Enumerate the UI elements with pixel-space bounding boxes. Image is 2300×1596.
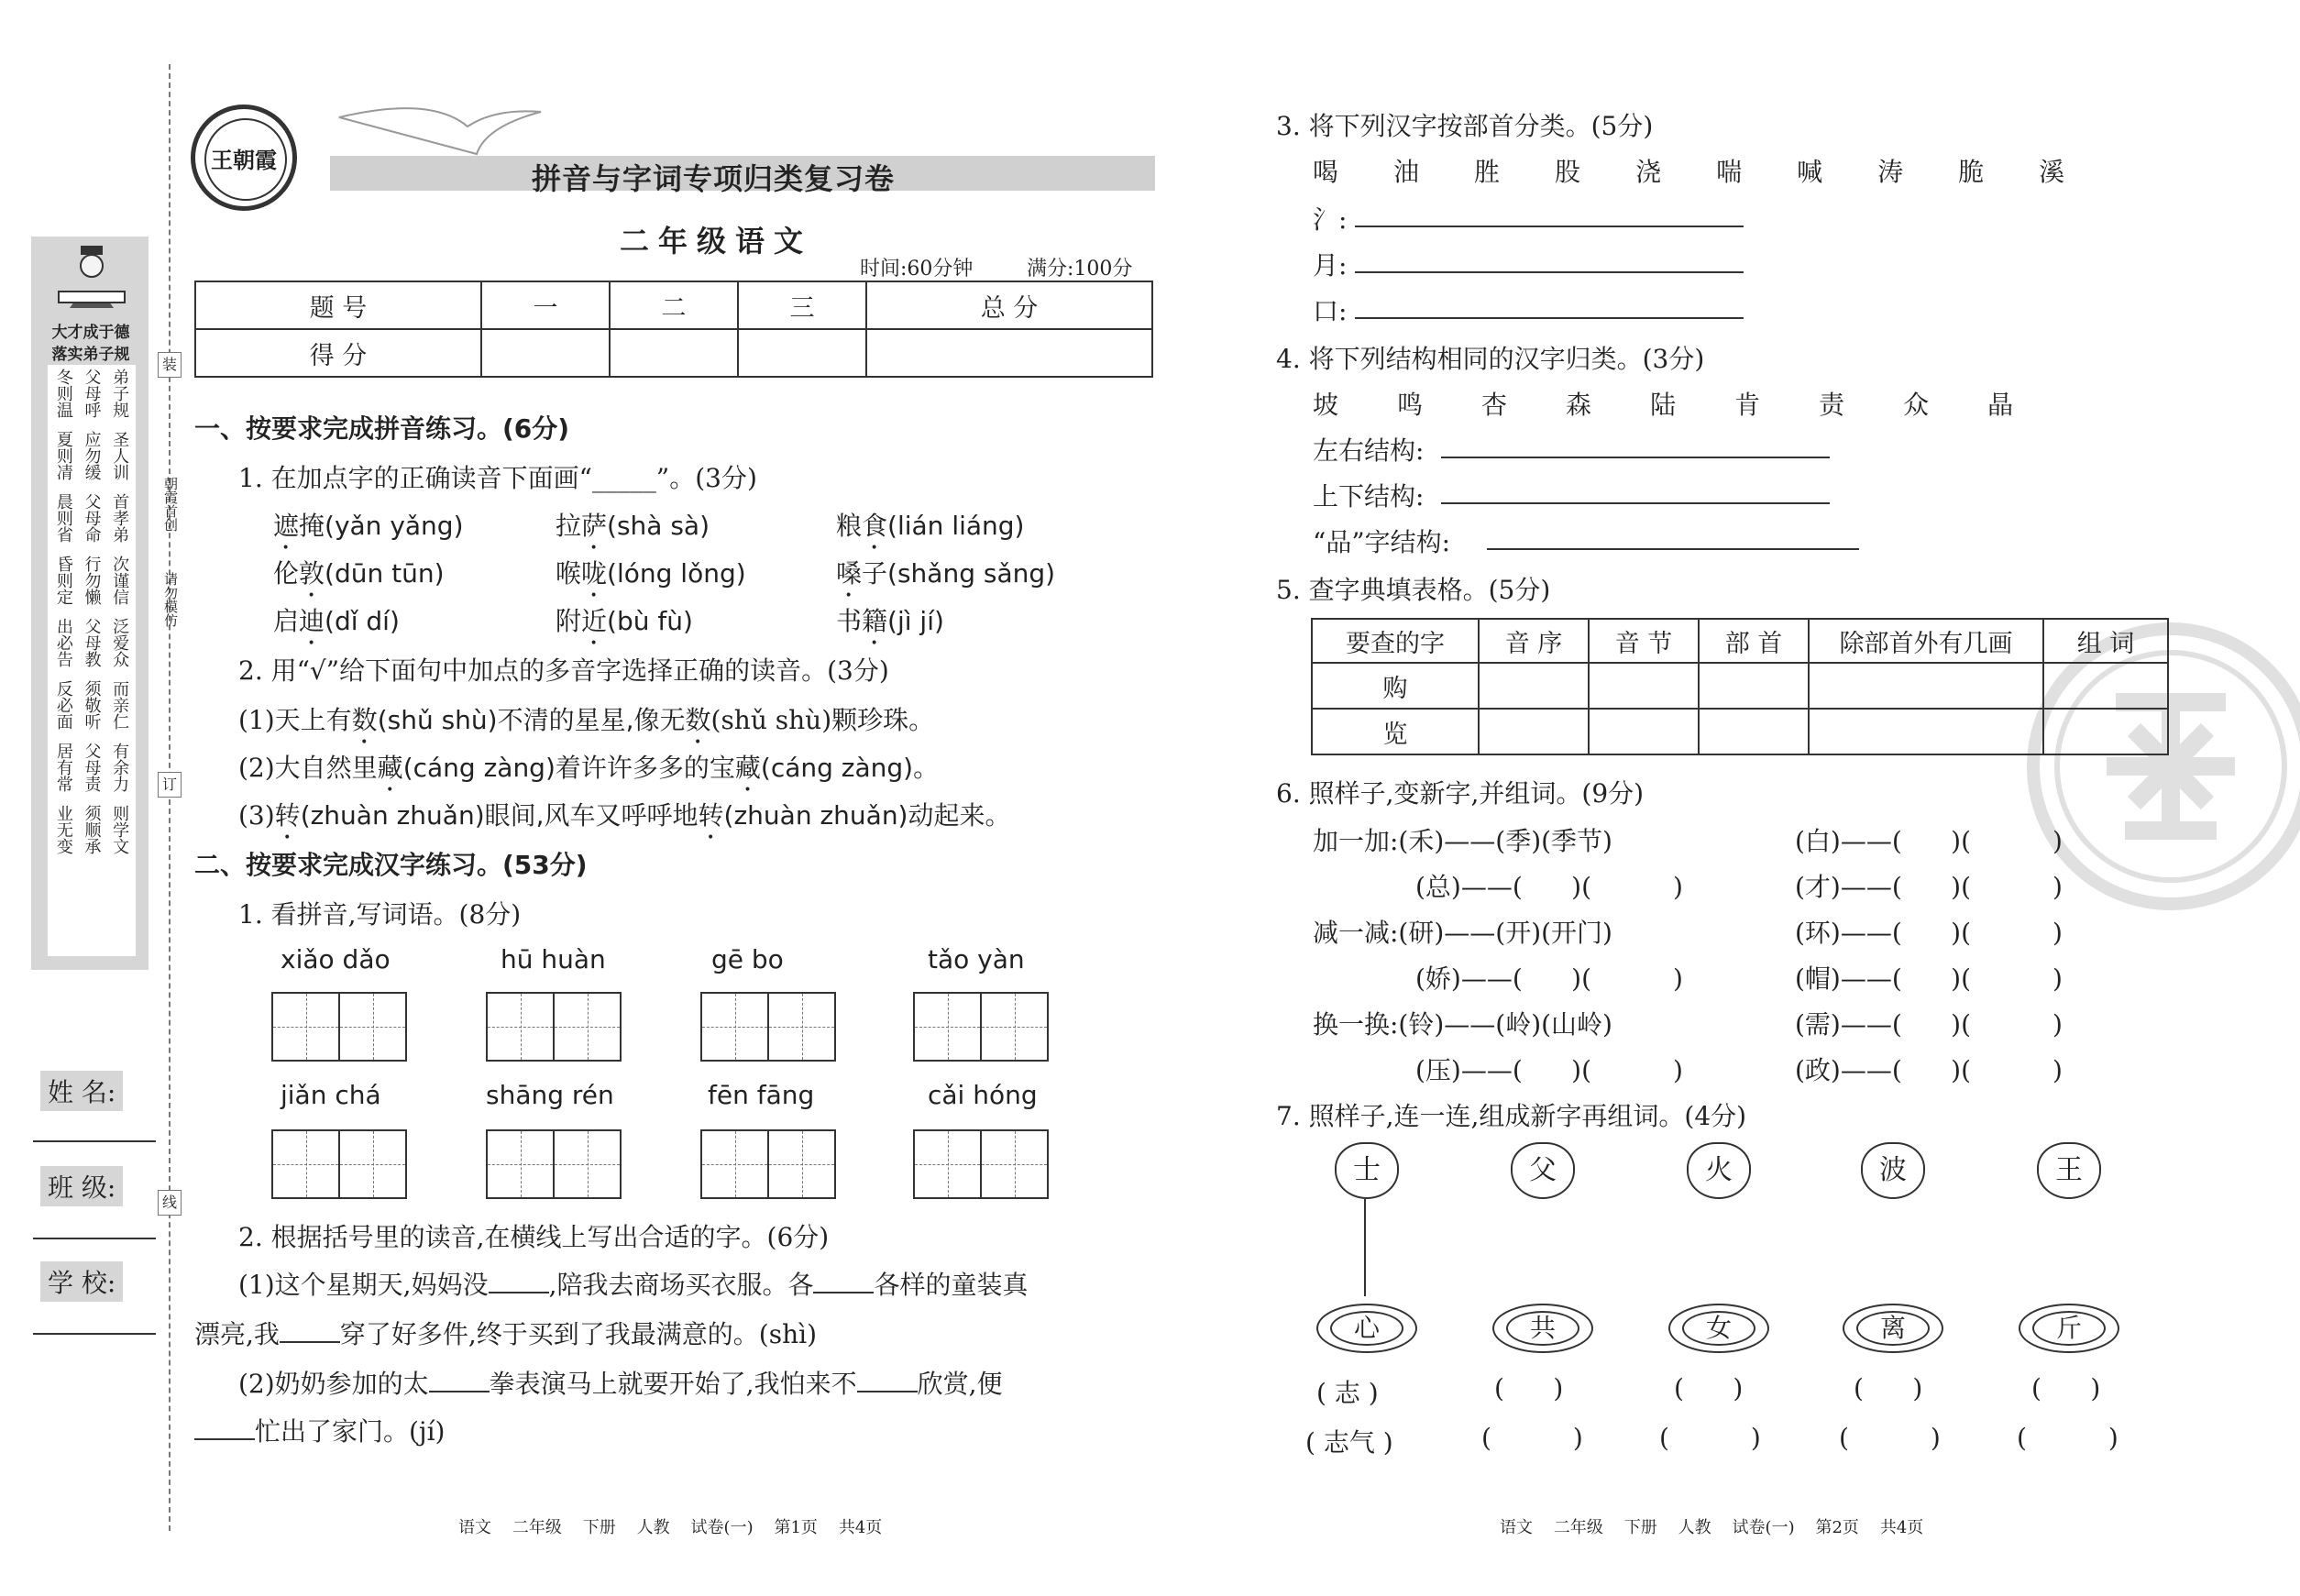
fill-paragraph-2b: 忙出了家门。(jí) bbox=[194, 1412, 446, 1448]
fold-mark-3: 线 bbox=[158, 1190, 182, 1216]
new-char-answer: ( 志 ) bbox=[1316, 1378, 1379, 1408]
dict-header: 除部首外有几画 bbox=[1809, 619, 2043, 663]
structure-label: “品”字结构: bbox=[1313, 527, 1451, 557]
score-table-header: 题 号 bbox=[195, 281, 481, 329]
class-label: 班 级: bbox=[40, 1166, 123, 1206]
page-title: 拼音与字词专项归类复习卷 bbox=[532, 161, 896, 196]
writing-grid[interactable] bbox=[700, 992, 836, 1062]
rule-text: 须敬听 bbox=[82, 680, 102, 730]
fill-paragraph-1: (1)这个星期天,妈妈没 ,陪我去商场买衣服。各 各样的童装真 bbox=[238, 1270, 1029, 1300]
radical-label: 氵: bbox=[1313, 204, 1348, 235]
dict-cell[interactable] bbox=[1479, 709, 1589, 754]
dict-cell[interactable] bbox=[2043, 709, 2168, 754]
word-answer: ( 志气 ) bbox=[1305, 1427, 1393, 1458]
score-info: 满分:100分 bbox=[1027, 258, 1133, 281]
dict-cell[interactable] bbox=[2043, 663, 2168, 709]
score-table-header: 三 bbox=[738, 281, 866, 329]
fill-paragraph-1b: 漂亮,我 穿了好多件,终于买到了我最满意的。(shì) bbox=[194, 1319, 818, 1349]
rule-text: 次谨信 bbox=[110, 556, 130, 605]
writing-grid[interactable] bbox=[913, 992, 1049, 1062]
pinyin-item: 拉萨(shà sà) bbox=[556, 511, 710, 541]
dict-char: 购 bbox=[1312, 663, 1479, 709]
q3-char-list bbox=[1313, 152, 2064, 189]
pinyin-item: 遮掩(yǎn yǎng) bbox=[273, 511, 464, 541]
apple-card[interactable]: 波 bbox=[1861, 1142, 1925, 1199]
name-label: 姓 名: bbox=[40, 1071, 123, 1111]
score-table-header: 二 bbox=[610, 281, 738, 329]
q3-char: 油 bbox=[1393, 157, 1420, 187]
rule-text: 居有常 bbox=[53, 743, 73, 792]
pinyin-prompt: jiǎn chá bbox=[281, 1080, 381, 1110]
pinyin-prompt: cǎi hóng bbox=[928, 1080, 1038, 1110]
rule-text: 须顺承 bbox=[82, 805, 102, 854]
q7-title: 7. 照样子,连一连,组成新字再组词。(4分) bbox=[1276, 1101, 1747, 1131]
answer-line[interactable] bbox=[1441, 502, 1830, 504]
polyphone-sentence-2: (2)大自然里藏(cáng zàng)着许许多多的宝藏(cáng zàng)。 bbox=[238, 753, 940, 783]
q3-char: 脆 bbox=[1958, 157, 1985, 187]
q6-row-right[interactable]: (白)——( )( ) bbox=[1795, 826, 2063, 856]
q6-row-left[interactable]: (压)——( )( ) bbox=[1415, 1055, 1683, 1085]
q4-char-list bbox=[1313, 385, 2013, 422]
dict-cell[interactable] bbox=[1589, 663, 1699, 709]
answer-line[interactable] bbox=[1355, 317, 1744, 319]
example-connector-line bbox=[1364, 1199, 1366, 1296]
rule-text: 父母呼 bbox=[82, 369, 102, 418]
brand-notice-1: 朝霞首创 bbox=[162, 477, 179, 532]
rule-text: 昏则定 bbox=[53, 556, 73, 605]
pinyin-item: 伦敦(dūn tūn) bbox=[273, 558, 445, 589]
q6-row-left: 加一加:(禾)——(季)(季节) bbox=[1313, 826, 1612, 856]
q4-char: 肯 bbox=[1734, 390, 1761, 420]
logo-badge-icon bbox=[191, 105, 297, 211]
rule-text: 首孝弟 bbox=[110, 493, 130, 543]
rule-text: 晨则省 bbox=[53, 493, 73, 543]
pinyin-item: 启迪(dǐ dí) bbox=[273, 606, 400, 636]
structure-label: 左右结构: bbox=[1313, 435, 1425, 466]
radical-label: 月: bbox=[1313, 250, 1348, 281]
structure-label: 上下结构: bbox=[1313, 481, 1425, 512]
fold-mark-2: 订 bbox=[158, 772, 182, 798]
new-char-answer[interactable]: ( ) bbox=[1494, 1373, 1564, 1403]
rule-text: 弟子规 bbox=[110, 369, 130, 418]
plate-card[interactable]: 离 bbox=[1843, 1304, 1943, 1353]
rule-text: 父母命 bbox=[82, 493, 102, 543]
dict-cell[interactable] bbox=[1699, 709, 1809, 754]
rule-text: 泛爱众 bbox=[110, 618, 130, 667]
blank-field[interactable] bbox=[857, 1391, 918, 1392]
q3-char: 溪 bbox=[2039, 157, 2065, 187]
blank-field[interactable] bbox=[813, 1292, 874, 1293]
blank-field[interactable] bbox=[489, 1292, 549, 1293]
rule-text: 则学文 bbox=[110, 805, 130, 854]
rule-text: 有余力 bbox=[110, 743, 130, 792]
scholar-figure-icon bbox=[55, 244, 128, 315]
word-answer[interactable]: ( ) bbox=[1481, 1423, 1583, 1453]
q3-char: 浇 bbox=[1635, 157, 1662, 187]
score-table bbox=[194, 281, 1153, 378]
score-table-label: 得 分 bbox=[195, 329, 481, 377]
footer-left: 语文 二年级 下册 人教 试卷(一) 第1页 共4页 bbox=[458, 1518, 883, 1537]
score-cell[interactable] bbox=[481, 329, 610, 377]
q4-char: 晶 bbox=[1987, 390, 2014, 420]
answer-line[interactable] bbox=[1441, 457, 1830, 458]
score-table-header: 总 分 bbox=[866, 281, 1152, 329]
rule-text: 行勿懒 bbox=[82, 556, 102, 605]
plate-card[interactable]: 女 bbox=[1668, 1304, 1769, 1353]
section2-title: 二、按要求完成汉字练习。(53分) bbox=[194, 850, 588, 880]
rules-column-1 bbox=[54, 369, 73, 955]
q6-row-right[interactable]: (环)——( )( ) bbox=[1795, 918, 2063, 948]
blank-field[interactable] bbox=[194, 1438, 255, 1440]
dict-header: 要查的字 bbox=[1312, 619, 1479, 663]
q4-char: 坡 bbox=[1313, 390, 1339, 420]
apple-card[interactable]: 火 bbox=[1687, 1142, 1751, 1199]
pinyin-prompt: tǎo yàn bbox=[928, 944, 1025, 974]
pinyin-item: 书籍(jì jí) bbox=[836, 606, 944, 636]
q6-row-right[interactable]: (才)——( )( ) bbox=[1795, 872, 2063, 902]
dict-cell[interactable] bbox=[1589, 709, 1699, 754]
q4-char: 杏 bbox=[1481, 390, 1508, 420]
pinyin-prompt: hū huàn bbox=[501, 944, 606, 974]
score-cell[interactable] bbox=[738, 329, 866, 377]
rule-text: 反必面 bbox=[53, 680, 73, 730]
score-cell[interactable] bbox=[610, 329, 738, 377]
answer-line[interactable] bbox=[1355, 271, 1744, 273]
q6-row-left[interactable]: (娇)——( )( ) bbox=[1415, 963, 1683, 994]
q6-row-right[interactable]: (帽)——( )( ) bbox=[1795, 963, 2063, 994]
time-info: 时间:60分钟 bbox=[860, 258, 974, 281]
writing-grid[interactable] bbox=[486, 1129, 622, 1199]
pinyin-prompt: fēn fāng bbox=[708, 1080, 815, 1110]
dict-header: 部 首 bbox=[1699, 619, 1809, 663]
sidebar-motto-2: 落实弟子规 bbox=[51, 346, 130, 364]
dict-cell[interactable] bbox=[1479, 663, 1589, 709]
dict-cell[interactable] bbox=[1809, 663, 2043, 709]
q3-char: 喝 bbox=[1313, 157, 1339, 187]
pinyin-prompt: shāng rén bbox=[486, 1080, 614, 1110]
rule-text: 出必告 bbox=[53, 618, 73, 667]
writing-grid[interactable] bbox=[486, 992, 622, 1062]
writing-grid[interactable] bbox=[700, 1129, 836, 1199]
blank-field[interactable] bbox=[429, 1391, 490, 1392]
dict-cell[interactable] bbox=[1699, 663, 1809, 709]
fill-paragraph-2: (2)奶奶参加的太 拳表演马上就要开始了,我怕来不 欣赏,便 bbox=[238, 1369, 1003, 1399]
pinyin-prompt: gē bo bbox=[711, 944, 784, 974]
rule-text: 夏则凊 bbox=[53, 431, 73, 480]
plate-card[interactable]: 共 bbox=[1492, 1304, 1593, 1353]
footer-right: 语文 二年级 下册 人教 试卷(一) 第2页 共4页 bbox=[1500, 1518, 1924, 1537]
q3-char: 胜 bbox=[1474, 157, 1501, 187]
writing-grid[interactable] bbox=[271, 1129, 407, 1199]
word-answer[interactable]: ( ) bbox=[1659, 1423, 1761, 1453]
rules-column-3 bbox=[110, 369, 129, 955]
rule-text: 应勿缓 bbox=[82, 431, 102, 480]
pinyin-item: 粮食(lián liáng) bbox=[836, 511, 1025, 541]
q4-char: 森 bbox=[1566, 390, 1592, 420]
rule-text: 业无变 bbox=[53, 805, 73, 854]
writing-grid[interactable] bbox=[271, 992, 407, 1062]
pinyin-item: 附近(bù fù) bbox=[556, 606, 693, 636]
rule-text: 冬则温 bbox=[53, 369, 73, 418]
q3-char: 涛 bbox=[1877, 157, 1904, 187]
brand-notice-2: 请勿模仿 bbox=[162, 572, 179, 627]
q3-char: 喊 bbox=[1797, 157, 1823, 187]
q6-row-left: 减一减:(研)——(开)(开门) bbox=[1313, 918, 1612, 948]
s1-q1-title: 1. 在加点字的正确读音下面画“_____”。(3分) bbox=[238, 463, 757, 493]
name-field[interactable] bbox=[33, 1140, 156, 1142]
sidebar-motto-1: 大才成于德 bbox=[51, 324, 130, 342]
rule-text: 父母责 bbox=[82, 743, 102, 792]
score-cell[interactable] bbox=[866, 329, 1152, 377]
word-answer[interactable]: ( ) bbox=[1839, 1423, 1941, 1453]
fold-mark-1: 装 bbox=[158, 352, 182, 378]
sidebar-rules bbox=[50, 369, 134, 955]
score-table-header: 一 bbox=[481, 281, 610, 329]
dict-header: 音 序 bbox=[1479, 619, 1589, 663]
blank-field[interactable] bbox=[280, 1341, 340, 1343]
q4-char: 鸣 bbox=[1397, 390, 1424, 420]
dict-header: 组 词 bbox=[2043, 619, 2168, 663]
apple-card[interactable]: 王 bbox=[2037, 1142, 2101, 1199]
rule-text: 而亲仁 bbox=[110, 680, 130, 730]
q3-title: 3. 将下列汉字按部首分类。(5分) bbox=[1276, 111, 1654, 141]
writing-grid[interactable] bbox=[913, 1129, 1049, 1199]
s2-q2-title: 2. 根据括号里的读音,在横线上写出合适的字。(6分) bbox=[238, 1222, 830, 1252]
rules-column-2 bbox=[82, 369, 101, 955]
q6-row-left: 换一换:(铃)——(岭)(山岭) bbox=[1313, 1009, 1612, 1040]
answer-line[interactable] bbox=[1355, 226, 1744, 227]
plate-card[interactable]: 心 bbox=[1316, 1304, 1417, 1353]
pinyin-item: 喉咙(lóng lǒng) bbox=[556, 558, 746, 589]
q3-char: 股 bbox=[1555, 157, 1581, 187]
logo-text: 王朝霞 bbox=[211, 147, 277, 173]
subtitle: 二年级语文 bbox=[620, 224, 813, 259]
word-answer[interactable]: ( ) bbox=[2017, 1423, 2118, 1453]
school-label: 学 校: bbox=[40, 1261, 123, 1302]
q6-row-right[interactable]: (政)——( )( ) bbox=[1795, 1055, 2063, 1085]
school-field[interactable] bbox=[33, 1333, 156, 1335]
rule-text: 圣人训 bbox=[110, 431, 130, 480]
q4-char: 众 bbox=[1903, 390, 1930, 420]
q5-title: 5. 查字典填表格。(5分) bbox=[1276, 575, 1551, 605]
dict-header: 音 节 bbox=[1589, 619, 1699, 663]
dict-cell[interactable] bbox=[1809, 709, 2043, 754]
dict-char: 览 bbox=[1312, 709, 1479, 754]
section1-title: 一、按要求完成拼音练习。(6分) bbox=[194, 413, 570, 444]
new-char-answer[interactable]: ( ) bbox=[1674, 1373, 1744, 1403]
q6-row-left[interactable]: (总)——( )( ) bbox=[1415, 872, 1683, 902]
s2-q1-title: 1. 看拼音,写词语。(8分) bbox=[238, 899, 522, 930]
q4-title: 4. 将下列结构相同的汉字归类。(3分) bbox=[1276, 344, 1705, 374]
class-field[interactable] bbox=[33, 1238, 156, 1239]
answer-line[interactable] bbox=[1487, 548, 1859, 550]
binding-dashed-line bbox=[169, 64, 171, 1531]
pinyin-prompt: xiǎo dǎo bbox=[281, 944, 391, 974]
apple-card[interactable]: 父 bbox=[1511, 1142, 1575, 1199]
polyphone-sentence-3: (3)转(zhuàn zhuǎn)眼间,风车又呼呼地转(zhuàn zhuǎn)动起来。 bbox=[238, 800, 1011, 831]
rule-text: 父母教 bbox=[82, 618, 102, 667]
pinyin-item: 嗓子(shǎng sǎng) bbox=[836, 558, 1056, 589]
q6-row-right[interactable]: (需)——( )( ) bbox=[1795, 1009, 2063, 1040]
polyphone-sentence-1: (1)天上有数(shǔ shù)不清的星星,像无数(shǔ shù)颗珍珠。 bbox=[238, 705, 935, 735]
new-char-answer[interactable]: ( ) bbox=[1854, 1373, 1923, 1403]
q4-char: 陆 bbox=[1650, 390, 1677, 420]
q6-title: 6. 照样子,变新字,并组词。(9分) bbox=[1276, 778, 1645, 809]
q3-char: 喘 bbox=[1716, 157, 1743, 187]
radical-label: 口: bbox=[1313, 296, 1348, 326]
new-char-answer[interactable]: ( ) bbox=[2031, 1373, 2101, 1403]
apple-card[interactable]: 士 bbox=[1335, 1142, 1399, 1199]
q4-char: 责 bbox=[1819, 390, 1845, 420]
s1-q2-title: 2. 用“√”给下面句中加点的多音字选择正确的读音。(3分) bbox=[238, 655, 889, 686]
dictionary-table bbox=[1311, 618, 2169, 755]
plate-card[interactable]: 斤 bbox=[2019, 1304, 2119, 1353]
